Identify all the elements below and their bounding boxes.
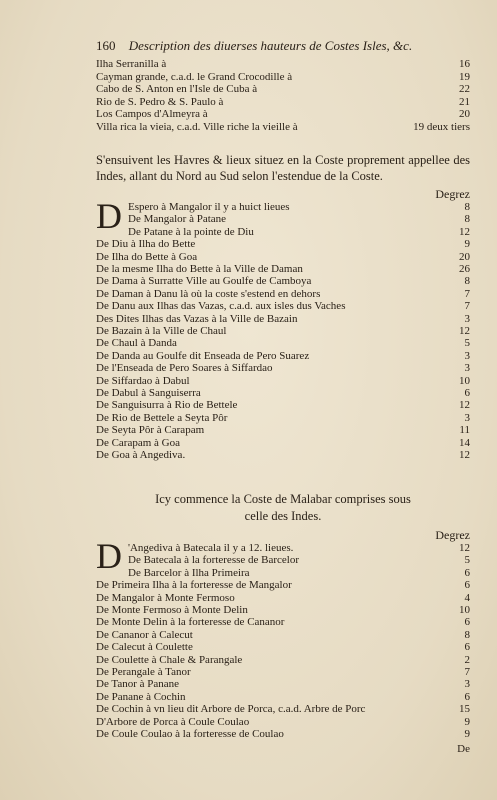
section2-degrees: 8: [464, 628, 470, 641]
section2-row: [96, 579, 470, 592]
section1-degrees: 10: [459, 374, 470, 387]
section1-heading: S'ensuivent les Havres & lieux situez en la Coste proprement appellee des Indes, allant du Nord au Sud selon l'estendue de la Coste.: [96, 153, 470, 183]
top-list-row: [96, 121, 470, 134]
section2-degrees: 15: [459, 703, 470, 716]
top-list-degrees: 22: [459, 83, 470, 95]
top-list-degrees: 19 deux tiers: [413, 120, 470, 133]
section1-place: De Dabul à Sanguiserra: [96, 387, 201, 399]
section1-degrees: 3: [464, 362, 470, 375]
section1-place: De Dama à Surratte Ville au Goulfe de Camboya: [96, 275, 312, 288]
section2-degrees: 6: [464, 616, 470, 629]
section1-place: De la mesme Ilha do Bette à la Ville de Daman: [96, 263, 303, 275]
section1-degrees: 20: [459, 250, 470, 263]
section1-place: De Daman à Danu là où la coste s'estend en dehors: [96, 287, 321, 300]
section1-row: [96, 238, 470, 251]
section1-row: [96, 350, 470, 363]
section1-degrez-label: Degrez: [435, 187, 470, 201]
section1-place: De Seyta Pôr à Carapam: [96, 424, 205, 437]
section2-degrees: 5: [464, 554, 470, 567]
section2-row: [96, 542, 470, 555]
top-list-row: [96, 71, 470, 84]
section1-row: [96, 412, 470, 425]
section2-row: [96, 654, 470, 667]
section2-row: [96, 691, 470, 704]
section2-place: De Calecut à Coulette: [96, 641, 193, 654]
catchword: De: [457, 743, 470, 755]
top-list-row: [96, 83, 470, 96]
section1-row: [96, 201, 470, 214]
section1-row: [96, 213, 470, 226]
section1-row: [96, 362, 470, 375]
section1-place: De Siffardao à Dabul: [96, 374, 190, 387]
top-list-row: [96, 108, 470, 121]
section2-row: [96, 666, 470, 679]
top-list-row: [96, 96, 470, 109]
section1-degrees: 3: [464, 349, 470, 362]
section2-place: De Batecala à la forteresse de Barcelor: [128, 554, 300, 567]
section2-degrees: 2: [464, 653, 470, 666]
section2-place: De Barcelor à Ilha Primeira: [128, 566, 250, 579]
section2-place: De Coulette à Chale & Parangale: [96, 653, 243, 666]
section1-degrees: 12: [459, 225, 470, 238]
section1-degrees: 14: [459, 436, 470, 449]
section1-place: De Sanguisurra à Rio de Bettele: [96, 399, 238, 412]
section2-dropcap: D: [96, 536, 122, 576]
page-number: 160: [96, 38, 116, 53]
section2-row: [96, 592, 470, 605]
section1-row: [96, 325, 470, 338]
section1-degrees: 5: [464, 337, 470, 350]
section1-row: [96, 387, 470, 400]
section1-degrees: 7: [464, 300, 470, 313]
section1-degrees: 8: [464, 275, 470, 288]
section1-row: [96, 288, 470, 301]
top-list-degrees: 20: [459, 108, 470, 120]
top-list-row: [96, 58, 470, 71]
section2-heading-line1: Icy commence la Coste de Malabar comprises sous: [155, 492, 411, 506]
section1-place: De Danu aux Ilhas das Vazas, c.a.d. aux isles dus Vaches: [96, 300, 346, 313]
section2-place: 'Angediva à Batecala il y a 12. lieues.: [128, 542, 294, 554]
section1-row: [96, 399, 470, 412]
section1-degrees: 12: [459, 449, 470, 461]
section2-place: De Primeira Ilha à la forteresse de Mangalor: [96, 579, 292, 592]
section1-row: [96, 275, 470, 288]
section1-degrees: 26: [459, 263, 470, 275]
section1-row: [96, 300, 470, 313]
section2-place: De Cochin à vn lieu dit Arbore de Porca, c.a.d. Arbre de Porc: [96, 703, 366, 716]
section2-degrees: 6: [464, 690, 470, 703]
top-list-place: Villa rica la vieia, c.a.d. Ville riche la vieille à: [96, 120, 298, 133]
section1-row: [96, 375, 470, 388]
section2-place: De Panane à Cochin: [96, 690, 186, 703]
section1-place: De Carapam à Goa: [96, 436, 180, 449]
section2-place: De Coule Coulao à la forteresse de Coulao: [96, 728, 284, 740]
section1-place: De Goa à Angediva.: [96, 449, 186, 461]
section2-place: De Mangalor à Monte Fermoso: [96, 591, 235, 604]
running-title: Description des diuerses hauteurs de Costes Isles, &c.: [128, 38, 413, 53]
running-header: [96, 38, 412, 54]
section2-degrees: 4: [464, 591, 470, 604]
top-list-degrees: 19: [459, 70, 470, 83]
section2-degrees: 6: [464, 579, 470, 592]
section1-row: [96, 449, 470, 462]
top-list-place: Rio de S. Pedro & S. Paulo à: [96, 95, 224, 108]
section1-degrees: 3: [464, 411, 470, 424]
section1-degrees: 6: [464, 387, 470, 399]
section2-row: [96, 678, 470, 691]
section2-place: De Tanor à Panane: [96, 678, 180, 691]
section2-place: De Cananor à Calecut: [96, 628, 193, 641]
section1-place: De Patane à la pointe de Diu: [128, 225, 254, 238]
section1-place: De Bazain à la Ville de Chaul: [96, 325, 227, 337]
section1-degrees: 8: [464, 213, 470, 226]
section1-row: [96, 424, 470, 437]
section1-degrees: 7: [464, 287, 470, 300]
section2-place: De Monte Delin à la forteresse de Cananor: [96, 616, 285, 629]
section2-place: De Monte Fermoso à Monte Delin: [96, 604, 248, 616]
section2-row: [96, 728, 470, 741]
section2-row: [96, 641, 470, 654]
section2-degrees: 3: [464, 678, 470, 691]
section1-row: [96, 437, 470, 450]
section1-degrees: 12: [459, 325, 470, 337]
section1-place: De l'Enseada de Pero Soares à Siffardao: [96, 362, 273, 375]
section1-place: Espero à Mangalor il y a huict lieues: [128, 201, 290, 213]
section1-degrees: 12: [459, 399, 470, 412]
section2-row: [96, 604, 470, 617]
section2-degrees: 9: [464, 715, 470, 728]
section1-row: [96, 251, 470, 264]
section1-degrees: 9: [464, 238, 470, 251]
section1-place: De Ilha do Bette à Goa: [96, 250, 198, 263]
section1-row: [96, 313, 470, 326]
section1-row: [96, 337, 470, 350]
section1-place: De Mangalor à Patane: [128, 213, 227, 226]
section1-place: De Rio de Bettele a Seyta Pôr: [96, 411, 228, 424]
top-list-degrees: 16: [459, 58, 470, 70]
section1-degrees: 8: [464, 201, 470, 213]
section2-degrees: 10: [459, 604, 470, 616]
section1-dropcap: D: [96, 196, 122, 236]
section1-degrees: 11: [459, 424, 470, 437]
section2-degrees: 7: [464, 666, 470, 678]
section2-degrees: 6: [464, 566, 470, 579]
top-list-degrees: 21: [459, 95, 470, 108]
section2-place: D'Arbore de Porca à Coule Coulao: [96, 715, 250, 728]
section1-place: De Danda au Goulfe dit Enseada de Pero Suarez: [96, 349, 310, 362]
section2-degrees: 12: [459, 542, 470, 554]
section2-row: [96, 616, 470, 629]
section1-degrees: 3: [464, 312, 470, 325]
section2-degrees: 9: [464, 728, 470, 740]
section1-row: [96, 226, 470, 239]
section2-degrez-label: Degrez: [435, 528, 470, 542]
section2-row: [96, 716, 470, 729]
section1-row: [96, 263, 470, 276]
top-list-place: Ilha Serranilla à: [96, 58, 167, 70]
section2-row: [96, 629, 470, 642]
section1-place: De Chaul à Danda: [96, 337, 177, 350]
section2-place: De Perangale à Tanor: [96, 666, 191, 678]
section2-row: [96, 554, 470, 567]
section1-place: Des Dites Ilhas das Vazas à la Ville de Bazain: [96, 312, 298, 325]
top-list-place: Cabo de S. Anton en l'Isle de Cuba à: [96, 83, 258, 95]
section1-place: De Diu à Ilha do Bette: [96, 238, 196, 251]
top-list-place: Los Campos d'Almeyra à: [96, 108, 208, 120]
section2-heading-line2: celle des Indes.: [244, 509, 322, 523]
section2-degrees: 6: [464, 641, 470, 654]
section2-row: [96, 567, 470, 580]
section2-row: [96, 703, 470, 716]
top-list-place: Cayman grande, c.a.d. le Grand Crocodille à: [96, 70, 293, 83]
